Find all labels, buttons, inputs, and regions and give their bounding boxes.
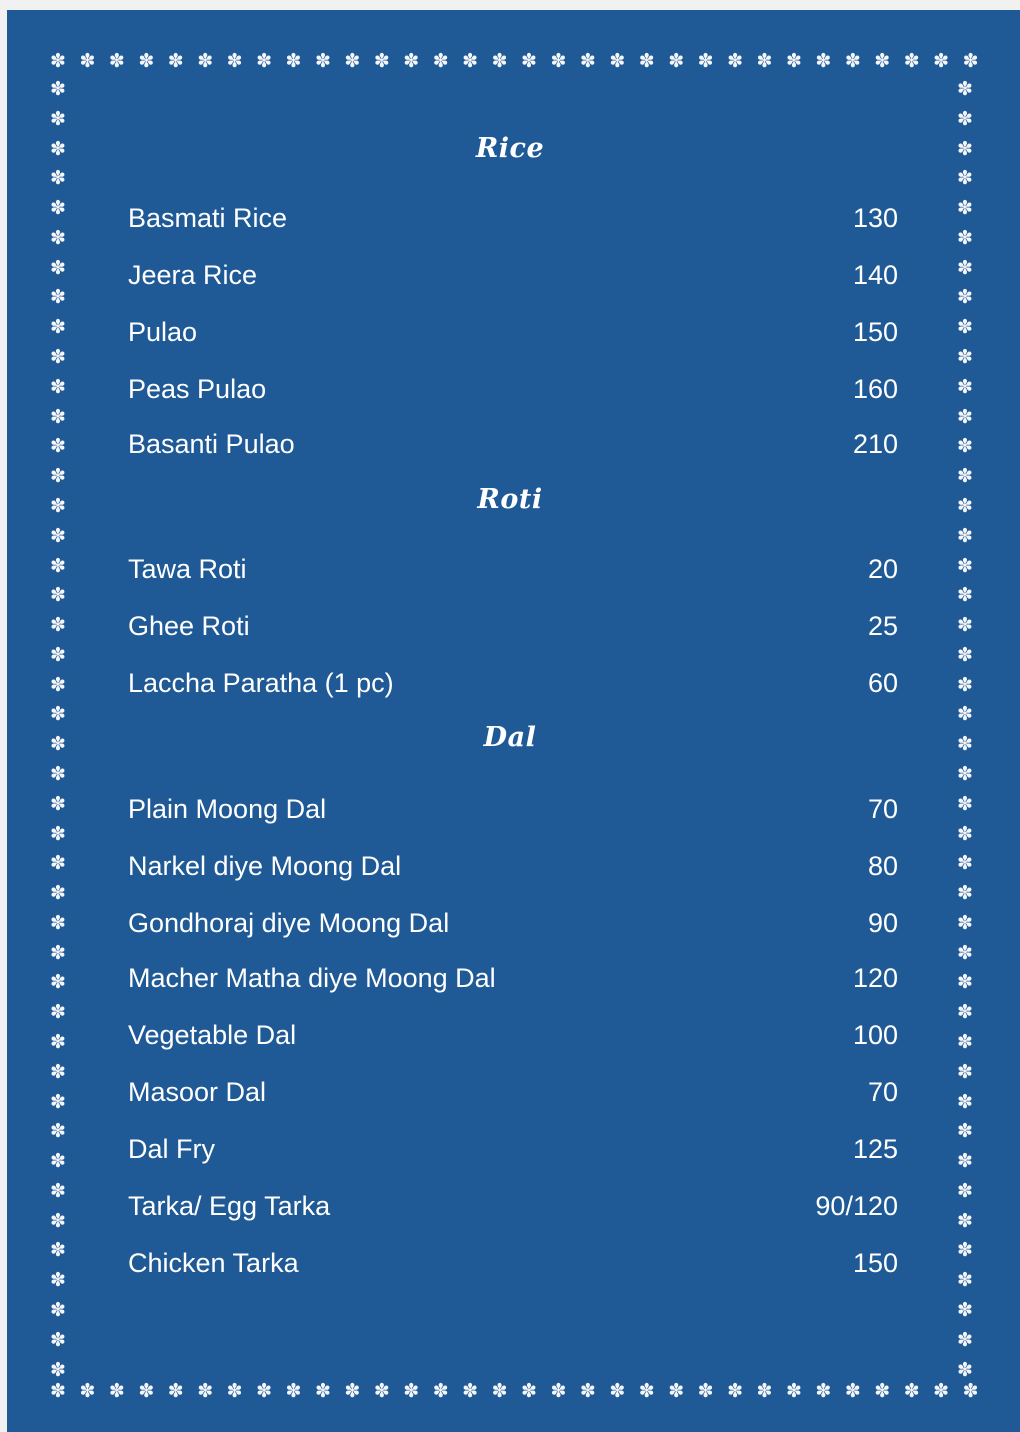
flower-ornament-icon: ✽ bbox=[50, 226, 66, 249]
flower-ornament-icon: ✽ bbox=[167, 50, 184, 72]
item-price: 160 bbox=[852, 373, 898, 404]
flower-ornament-icon: ✽ bbox=[933, 50, 950, 72]
flower-ornament-icon: ✽ bbox=[50, 822, 66, 845]
flower-ornament-icon: ✽ bbox=[50, 762, 66, 785]
flower-ornament-icon: ✽ bbox=[50, 167, 66, 190]
item-name: Peas Pulao bbox=[128, 373, 267, 404]
flower-ornament-icon: ✽ bbox=[957, 1358, 973, 1381]
flower-ornament-icon: ✽ bbox=[957, 614, 973, 637]
item-price: 60 bbox=[867, 667, 898, 698]
flower-ornament-icon: ✽ bbox=[957, 1031, 973, 1053]
section-heading-roti: Roti bbox=[477, 484, 543, 515]
flower-ornament-icon: ✽ bbox=[108, 1380, 125, 1402]
flower-ornament-icon: ✽ bbox=[815, 50, 832, 72]
flower-ornament-icon: ✽ bbox=[874, 50, 891, 72]
menu-item bbox=[128, 551, 898, 587]
flower-ornament-icon: ✽ bbox=[957, 375, 973, 398]
flower-ornament-icon: ✽ bbox=[50, 1090, 66, 1113]
flower-ornament-icon: ✽ bbox=[957, 226, 973, 249]
flower-ornament-icon: ✽ bbox=[50, 1031, 66, 1053]
flower-ornament-icon: ✽ bbox=[957, 1001, 973, 1024]
flower-ornament-icon: ✽ bbox=[50, 673, 66, 696]
flower-ornament-icon: ✽ bbox=[962, 1380, 979, 1402]
flower-ornament-icon: ✽ bbox=[226, 1380, 243, 1402]
item-price: 125 bbox=[852, 1133, 898, 1164]
flower-ornament-icon: ✽ bbox=[957, 167, 973, 190]
flower-ornament-icon: ✽ bbox=[50, 1001, 66, 1024]
flower-ornament-icon: ✽ bbox=[668, 1380, 685, 1402]
flower-ornament-icon: ✽ bbox=[727, 1380, 744, 1402]
item-name: Tawa Roti bbox=[128, 553, 247, 584]
item-name: Vegetable Dal bbox=[128, 1019, 297, 1050]
flower-ornament-icon: ✽ bbox=[373, 1380, 390, 1402]
flower-ornament-icon: ✽ bbox=[50, 733, 66, 756]
item-name: Narkel diye Moong Dal bbox=[128, 850, 402, 881]
item-name: Dal Fry bbox=[128, 1133, 215, 1164]
flower-ornament-icon: ✽ bbox=[844, 50, 861, 72]
flower-ornament-icon: ✽ bbox=[957, 1269, 973, 1292]
flower-ornament-icon: ✽ bbox=[50, 882, 66, 905]
flower-ornament-icon: ✽ bbox=[957, 346, 973, 369]
flower-ornament-icon: ✽ bbox=[50, 852, 66, 875]
item-name: Pulao bbox=[128, 316, 198, 347]
item-name: Tarka/ Egg Tarka bbox=[128, 1190, 331, 1221]
flower-ornament-icon: ✽ bbox=[50, 494, 66, 517]
flower-ornament-icon: ✽ bbox=[957, 137, 973, 160]
flower-ornament-icon: ✽ bbox=[785, 50, 802, 72]
flower-ornament-icon: ✽ bbox=[314, 1380, 331, 1402]
flower-ornament-icon: ✽ bbox=[844, 1380, 861, 1402]
flower-ornament-icon: ✽ bbox=[50, 941, 66, 964]
flower-ornament-icon: ✽ bbox=[957, 435, 973, 458]
item-price: 70 bbox=[867, 1076, 898, 1107]
flower-ornament-icon: ✽ bbox=[462, 1380, 479, 1402]
menu-item bbox=[128, 960, 898, 996]
menu-item bbox=[128, 1017, 898, 1053]
flower-ornament-icon: ✽ bbox=[957, 733, 973, 756]
flower-ornament-icon: ✽ bbox=[197, 50, 214, 72]
item-name: Macher Matha diye Moong Dal bbox=[128, 962, 496, 993]
item-name: Ghee Roti bbox=[128, 610, 250, 641]
flower-ornament-icon: ✽ bbox=[815, 1380, 832, 1402]
flower-ornament-icon: ✽ bbox=[50, 911, 66, 934]
flower-ornament-icon: ✽ bbox=[491, 1380, 508, 1402]
menu-item bbox=[128, 1188, 898, 1224]
menu-item bbox=[128, 200, 898, 236]
menu-item bbox=[128, 791, 898, 827]
flower-ornament-icon: ✽ bbox=[50, 1269, 66, 1292]
flower-ornament-icon: ✽ bbox=[285, 1380, 302, 1402]
flower-ornament-icon: ✽ bbox=[609, 50, 626, 72]
flower-ornament-icon: ✽ bbox=[957, 405, 973, 428]
item-price: 80 bbox=[867, 850, 898, 881]
border-bottom bbox=[47, 1382, 982, 1404]
flower-ornament-icon: ✽ bbox=[50, 971, 66, 994]
item-name: Jeera Rice bbox=[128, 259, 258, 290]
flower-ornament-icon: ✽ bbox=[50, 1328, 66, 1351]
item-price: 90 bbox=[867, 907, 898, 938]
flower-ornament-icon: ✽ bbox=[50, 316, 66, 339]
flower-ornament-icon: ✽ bbox=[432, 1380, 449, 1402]
flower-ornament-icon: ✽ bbox=[957, 524, 973, 547]
flower-ornament-icon: ✽ bbox=[491, 50, 508, 72]
flower-ornament-icon: ✽ bbox=[957, 1120, 973, 1143]
flower-ornament-icon: ✽ bbox=[957, 494, 973, 517]
menu-item bbox=[128, 665, 898, 701]
menu-item bbox=[128, 314, 898, 350]
flower-ornament-icon: ✽ bbox=[50, 286, 66, 309]
item-price: 150 bbox=[852, 316, 898, 347]
flower-ornament-icon: ✽ bbox=[903, 1380, 920, 1402]
flower-ornament-icon: ✽ bbox=[957, 941, 973, 964]
flower-ornament-icon: ✽ bbox=[957, 107, 973, 130]
border-top bbox=[47, 52, 982, 74]
flower-ornament-icon: ✽ bbox=[609, 1380, 626, 1402]
flower-ornament-icon: ✽ bbox=[256, 50, 273, 72]
flower-ornament-icon: ✽ bbox=[957, 197, 973, 220]
item-name: Gondhoraj diye Moong Dal bbox=[128, 907, 450, 938]
flower-ornament-icon: ✽ bbox=[50, 78, 66, 100]
flower-ornament-icon: ✽ bbox=[50, 50, 66, 72]
flower-ornament-icon: ✽ bbox=[957, 971, 973, 994]
flower-ornament-icon: ✽ bbox=[50, 554, 66, 577]
flower-ornament-icon: ✽ bbox=[550, 1380, 567, 1402]
flower-ornament-icon: ✽ bbox=[874, 1380, 891, 1402]
flower-ornament-icon: ✽ bbox=[957, 703, 973, 726]
flower-ornament-icon: ✽ bbox=[50, 703, 66, 726]
flower-ornament-icon: ✽ bbox=[197, 1380, 214, 1402]
flower-ornament-icon: ✽ bbox=[957, 1060, 973, 1083]
flower-ornament-icon: ✽ bbox=[579, 1380, 596, 1402]
item-price: 210 bbox=[852, 428, 898, 459]
flower-ornament-icon: ✽ bbox=[957, 762, 973, 785]
flower-ornament-icon: ✽ bbox=[957, 286, 973, 309]
menu-item bbox=[128, 426, 898, 462]
flower-ornament-icon: ✽ bbox=[957, 316, 973, 339]
flower-ornament-icon: ✽ bbox=[50, 524, 66, 547]
flower-ornament-icon: ✽ bbox=[50, 375, 66, 398]
item-name: Masoor Dal bbox=[128, 1076, 267, 1107]
flower-ornament-icon: ✽ bbox=[432, 50, 449, 72]
flower-ornament-icon: ✽ bbox=[957, 643, 973, 666]
flower-ornament-icon: ✽ bbox=[50, 435, 66, 458]
menu-item bbox=[128, 608, 898, 644]
flower-ornament-icon: ✽ bbox=[50, 584, 66, 607]
flower-ornament-icon: ✽ bbox=[50, 256, 66, 279]
item-price: 150 bbox=[852, 1247, 898, 1278]
flower-ornament-icon: ✽ bbox=[521, 1380, 537, 1402]
flower-ornament-icon: ✽ bbox=[756, 1380, 773, 1402]
flower-ornament-icon: ✽ bbox=[957, 911, 973, 934]
item-name: Basanti Pulao bbox=[128, 428, 295, 459]
flower-ornament-icon: ✽ bbox=[962, 50, 979, 72]
item-price: 25 bbox=[867, 610, 898, 641]
flower-ornament-icon: ✽ bbox=[668, 50, 685, 72]
flower-ornament-icon: ✽ bbox=[756, 50, 773, 72]
flower-ornament-icon: ✽ bbox=[638, 1380, 655, 1402]
flower-ornament-icon: ✽ bbox=[79, 50, 96, 72]
flower-ornament-icon: ✽ bbox=[785, 1380, 802, 1402]
flower-ornament-icon: ✽ bbox=[403, 50, 420, 72]
flower-ornament-icon: ✽ bbox=[79, 1380, 96, 1402]
flower-ornament-icon: ✽ bbox=[957, 584, 973, 607]
flower-ornament-icon: ✽ bbox=[50, 1120, 66, 1143]
flower-ornament-icon: ✽ bbox=[697, 1380, 714, 1402]
flower-ornament-icon: ✽ bbox=[108, 50, 125, 72]
flower-ornament-icon: ✽ bbox=[50, 465, 66, 488]
flower-ornament-icon: ✽ bbox=[957, 1299, 973, 1322]
menu-item bbox=[128, 1245, 898, 1281]
flower-ornament-icon: ✽ bbox=[957, 882, 973, 905]
item-name: Basmati Rice bbox=[128, 202, 288, 233]
flower-ornament-icon: ✽ bbox=[521, 50, 537, 72]
flower-ornament-icon: ✽ bbox=[50, 792, 66, 815]
item-price: 140 bbox=[852, 259, 898, 290]
flower-ornament-icon: ✽ bbox=[373, 50, 390, 72]
flower-ornament-icon: ✽ bbox=[256, 1380, 273, 1402]
item-price: 130 bbox=[852, 202, 898, 233]
flower-ornament-icon: ✽ bbox=[50, 1358, 66, 1381]
flower-ornament-icon: ✽ bbox=[285, 50, 302, 72]
flower-ornament-icon: ✽ bbox=[344, 50, 361, 72]
flower-ornament-icon: ✽ bbox=[138, 1380, 155, 1402]
menu-item bbox=[128, 257, 898, 293]
section-heading-rice: Rice bbox=[475, 133, 545, 164]
flower-ornament-icon: ✽ bbox=[50, 1060, 66, 1083]
flower-ornament-icon: ✽ bbox=[957, 1209, 973, 1232]
menu-item bbox=[128, 848, 898, 884]
flower-ornament-icon: ✽ bbox=[957, 1090, 973, 1113]
flower-ornament-icon: ✽ bbox=[550, 50, 567, 72]
flower-ornament-icon: ✽ bbox=[957, 792, 973, 815]
flower-ornament-icon: ✽ bbox=[903, 50, 920, 72]
flower-ornament-icon: ✽ bbox=[957, 256, 973, 279]
flower-ornament-icon: ✽ bbox=[50, 614, 66, 637]
item-price: 120 bbox=[852, 962, 898, 993]
flower-ornament-icon: ✽ bbox=[957, 1179, 973, 1202]
flower-ornament-icon: ✽ bbox=[50, 1179, 66, 1202]
flower-ornament-icon: ✽ bbox=[727, 50, 744, 72]
flower-ornament-icon: ✽ bbox=[957, 1150, 973, 1173]
flower-ornament-icon: ✽ bbox=[957, 1239, 973, 1262]
menu-item bbox=[128, 905, 898, 941]
flower-ornament-icon: ✽ bbox=[957, 1328, 973, 1351]
flower-ornament-icon: ✽ bbox=[50, 1209, 66, 1232]
item-price: 100 bbox=[852, 1019, 898, 1050]
flower-ornament-icon: ✽ bbox=[957, 852, 973, 875]
flower-ornament-icon: ✽ bbox=[957, 554, 973, 577]
menu-item bbox=[128, 1131, 898, 1167]
item-price: 70 bbox=[867, 793, 898, 824]
flower-ornament-icon: ✽ bbox=[933, 1380, 950, 1402]
flower-ornament-icon: ✽ bbox=[50, 405, 66, 428]
flower-ornament-icon: ✽ bbox=[957, 673, 973, 696]
flower-ornament-icon: ✽ bbox=[957, 822, 973, 845]
menu-item bbox=[128, 1074, 898, 1110]
flower-ornament-icon: ✽ bbox=[167, 1380, 184, 1402]
flower-ornament-icon: ✽ bbox=[138, 50, 155, 72]
flower-ornament-icon: ✽ bbox=[697, 50, 714, 72]
item-name: Chicken Tarka bbox=[128, 1247, 299, 1278]
item-price: 20 bbox=[867, 553, 898, 584]
flower-ornament-icon: ✽ bbox=[50, 1380, 66, 1402]
flower-ornament-icon: ✽ bbox=[314, 50, 331, 72]
flower-ornament-icon: ✽ bbox=[344, 1380, 361, 1402]
flower-ornament-icon: ✽ bbox=[50, 137, 66, 160]
flower-ornament-icon: ✽ bbox=[50, 1299, 66, 1322]
item-name: Laccha Paratha (1 pc) bbox=[128, 667, 394, 698]
flower-ornament-icon: ✽ bbox=[403, 1380, 420, 1402]
item-price: 90/120 bbox=[815, 1190, 898, 1221]
item-name: Plain Moong Dal bbox=[128, 793, 327, 824]
section-heading-dal: Dal bbox=[483, 722, 537, 753]
menu-item bbox=[128, 371, 898, 407]
flower-ornament-icon: ✽ bbox=[957, 465, 973, 488]
flower-ornament-icon: ✽ bbox=[50, 107, 66, 130]
flower-ornament-icon: ✽ bbox=[579, 50, 596, 72]
flower-ornament-icon: ✽ bbox=[957, 78, 973, 100]
flower-ornament-icon: ✽ bbox=[50, 346, 66, 369]
flower-ornament-icon: ✽ bbox=[638, 50, 655, 72]
flower-ornament-icon: ✽ bbox=[50, 1239, 66, 1262]
flower-ornament-icon: ✽ bbox=[462, 50, 479, 72]
flower-ornament-icon: ✽ bbox=[50, 197, 66, 220]
flower-ornament-icon: ✽ bbox=[50, 643, 66, 666]
flower-ornament-icon: ✽ bbox=[226, 50, 243, 72]
flower-ornament-icon: ✽ bbox=[50, 1150, 66, 1173]
